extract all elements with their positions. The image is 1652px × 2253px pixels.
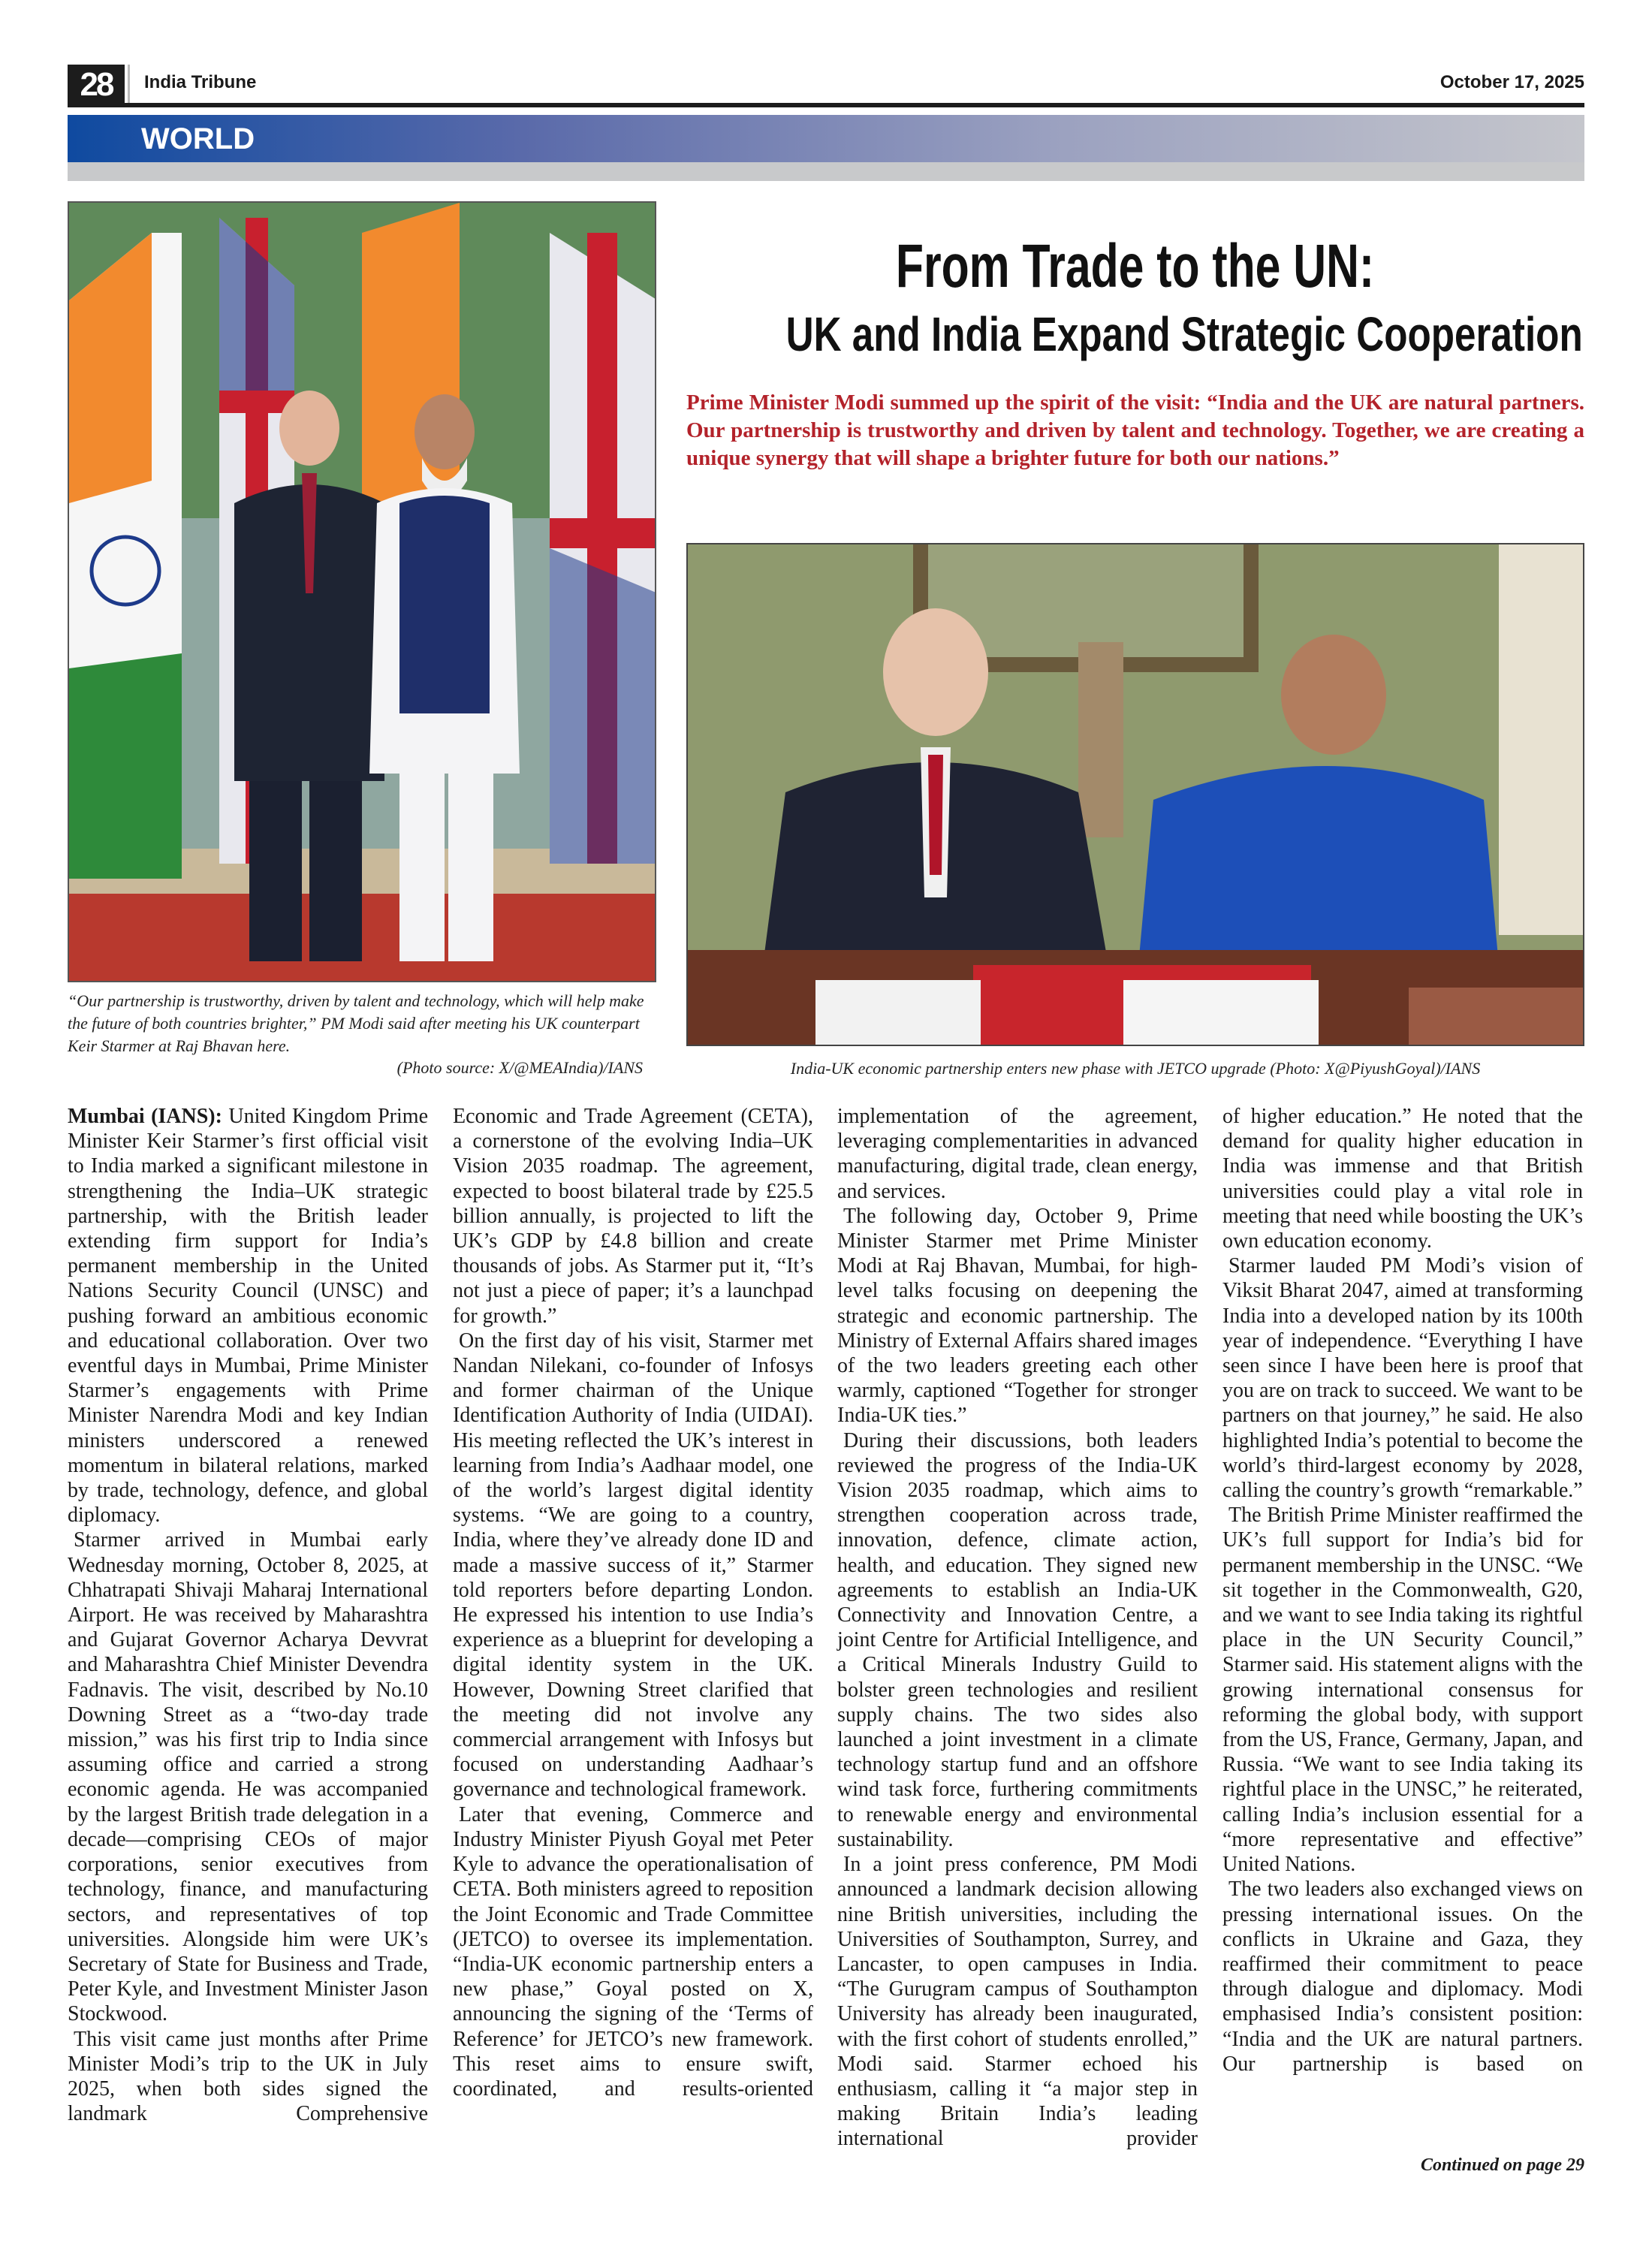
article-column-1 xyxy=(68,1104,428,2126)
article-paragraph: The British Prime Minister reaffirmed the UK’s full support for India’s bid for permanent membership in the UNSC. “We sit together in the Commonwealth, G20, and we want to see India taking its rightful place in the UN Security Council,” Starmer said. His statement aligns with the growing international consensus for reforming the global body, with support from the US, France, Germany, Japan, and Russia. “We want to see India taking its rightful place in the UNSC,” he reiterated, calling India’s inclusion essential for a “more representative and effective” United Nations. xyxy=(1222,1504,1583,1877)
page-number: 28 xyxy=(68,65,125,105)
headline-secondary: UK and India Expand Strategic Cooperation xyxy=(785,307,1583,361)
dateline: Mumbai (IANS): xyxy=(68,1105,222,1128)
article-paragraph: Later that evening, Commerce and Industry Minister Piyush Goyal met Peter Kyle to advance the operationalisation of CETA. Both ministers agreed to reposition the Joint Economic and Trade Committee (JETCO) to oversee its implementation. “India-UK economic partnership enters a new phase,” Goyal posted on X, announcing the signing of the ‘Terms of Reference’ for JETCO’s new framework. This reset aims to ensure swift, coordinated, and results-oriented xyxy=(453,1802,813,2101)
article-paragraph: Economic and Trade Agreement (CETA), a cornerstone of the evolving India–UK Vision 2035 roadmap. The agreement, expected to boost bilateral trade by £25.5 billion annually, is projected to lift the UK’s GDP by £4.8 billion and create thousands of jobs. As Starmer put it, “It’s not just a piece of paper; it’s a launchpad for growth.” xyxy=(453,1105,813,1328)
section-band-strip xyxy=(68,162,1584,181)
article-paragraph: This visit came just months after Prime Minister Modi’s trip to the UK in July 2025, when both sides signed the landmark Comprehensive xyxy=(68,2027,428,2126)
article-column-4 xyxy=(1222,1104,1583,2077)
photo-jetco-signing xyxy=(686,543,1584,1046)
article-paragraph: During their discussions, both leaders reviewed the progress of the India-UK Vision 2035 roadmap, which aims to strengthen cooperation across trade, innovation, defence, climate action, health, and education. They signed new agreements to establish an India-UK Connectivity and Innovation Centre, a joint Centre for Artificial Intelligence, and a Critical Minerals Industry Guild to bolster green technologies and resilient supply chains. The two sides also launched a joint investment in a climate technology startup fund and an offshore wind task force, furthering commitments to renewable energy and environmental sustainability. xyxy=(837,1428,1198,1851)
photo-leaders-handshake xyxy=(68,201,656,982)
photo1-caption: “Our partnership is trustworthy, driven by talent and technology, which will help make the future of both countries brighter,” PM Modi said after meeting his UK counterpart Keir Starmer at Raj Bhavan here. xyxy=(68,991,644,1055)
continued-link[interactable]: Continued on page 29 xyxy=(1420,2155,1584,2175)
article-column-2 xyxy=(453,1104,813,2101)
header-rule xyxy=(68,103,1584,107)
article-paragraph: The two leaders also exchanged views on pressing international issues. On the conflicts in Ukraine and Gaza, they reaffirmed their commitment to peace through dialogue and diplomacy. Modi emphasised India’s consistent position: “India and the UK are natural partners. Our partnership is based on xyxy=(1222,1878,1583,2076)
article-column-3 xyxy=(837,1104,1198,2152)
article-paragraph: Starmer arrived in Mumbai early Wednesday morning, October 8, 2025, at Chhatrapati Shivaji Maharaj International Airport. He was received by Maharashtra and Gujarat Governor Acharya Devvrat and Maharashtra Chief Minister Devendra Fadnavis. The visit, described by No.10 Downing Street as a “two-day trade mission,” was his first trip to India since assuming office and carried a strong economic agenda. He was accompanied by the largest British trade delegation in a decade—comprising CEOs of major corporations, senior executives from technology, finance, and manufacturing sectors, and representatives of top universities. Alongside him were UK’s Secretary of State for Business and Trade, Peter Kyle, and Investment Minister Jason Stockwood. xyxy=(68,1528,428,2026)
article-paragraph: Mumbai (IANS): United Kingdom Prime Minister Keir Starmer’s first official visit to India marked a significant milestone in strengthening the India–UK strategic partnership, with the British leader extending firm support for India’s permanent membership in the United Nations Security Council (UNSC) and pushing forward an ambitious economic and educational collaboration. Over two eventful days in Mumbai, Prime Minister Starmer’s engagements with Prime Minister Narendra Modi and key Indian ministers underscored a renewed momentum in bilateral relations, marked by trade, technology, defence, and global diplomacy. xyxy=(68,1105,428,1528)
article-paragraph: In a joint press conference, PM Modi announced a landmark decision allowing nine British universities, including the Universities of Southampton, Surrey, and Lancaster, to open campuses in India. “The Gurugram campus of Southampton University has already been inaugurated, with the first cohort of students enrolled,” Modi said. Starmer echoed his enthusiasm, calling it “a major step in making Britain India’s leading international provider xyxy=(837,1853,1198,2151)
publication-name: India Tribune xyxy=(144,72,257,92)
section-label: WORLD xyxy=(141,122,255,155)
article-paragraph: of higher education.” He noted that the demand for quality higher education in India was immense and that British universities could play a vital role in meeting that need while boosting the UK’s own education economy. xyxy=(1222,1105,1583,1253)
section-band xyxy=(68,115,1584,162)
photo2-caption: India-UK economic partnership enters new phase with JETCO upgrade (Photo: X@PiyushGoyal)/IANS xyxy=(790,1059,1481,1078)
article-paragraph: implementation of the agreement, leveraging complementarities in advanced manufacturing, digital trade, clean energy, and services. xyxy=(837,1105,1198,1203)
photo1-credit: (Photo source: X/@MEAIndia)/IANS xyxy=(396,1058,643,1077)
article-paragraph: On the first day of his visit, Starmer met Nandan Nilekani, co-founder of Infosys and former chairman of the Unique Identification Authority of India (UIDAI). His meeting reflected the UK’s interest in learning from India’s Aadhaar model, one of the world’s largest digital identity systems. “We are going to a country, India, where they’ve already done ID and made a massive success of it,” Starmer told reporters before departing London. He expressed his intention to use India’s experience as a blueprint for developing a digital identity system in the UK. However, Downing Street clarified that the meeting did not involve any commercial arrangement with Infosys but focused on understanding Aadhaar’s governance and technological framework. xyxy=(453,1329,813,1802)
issue-date: October 17, 2025 xyxy=(1439,72,1584,92)
headline-primary: From Trade to the UN: xyxy=(896,232,1375,300)
article-paragraph: The following day, October 9, Prime Minister Starmer met Prime Minister Modi at Raj Bhavan, Mumbai, for high-level talks focusing on deepening the strategic and economic partnership. The Ministry of External Affairs shared images of the two leaders greeting each other warmly, captioned “Together for stronger India-UK ties.” xyxy=(837,1204,1198,1428)
pull-quote-dek: Prime Minister Modi summed up the spirit of the visit: “India and the UK are natural partners. Our partnership is trustworthy and driven by talent and technology. Together, we are creating a unique synergy that will shape a brighter future for both our nations.” xyxy=(686,391,1584,470)
article-paragraph: Starmer lauded PM Modi’s vision of Viksit Bharat 2047, aimed at transforming India into a developed nation by its 100th year of independence. “Everything I have seen since I have been here is proof that you are on track to succeed. We want to be partners on that journey,” he said. He also highlighted India’s potential to become the world’s third-largest economy by 2028, calling the country’s growth “remarkable.” xyxy=(1222,1254,1583,1503)
header-divider xyxy=(128,65,130,105)
